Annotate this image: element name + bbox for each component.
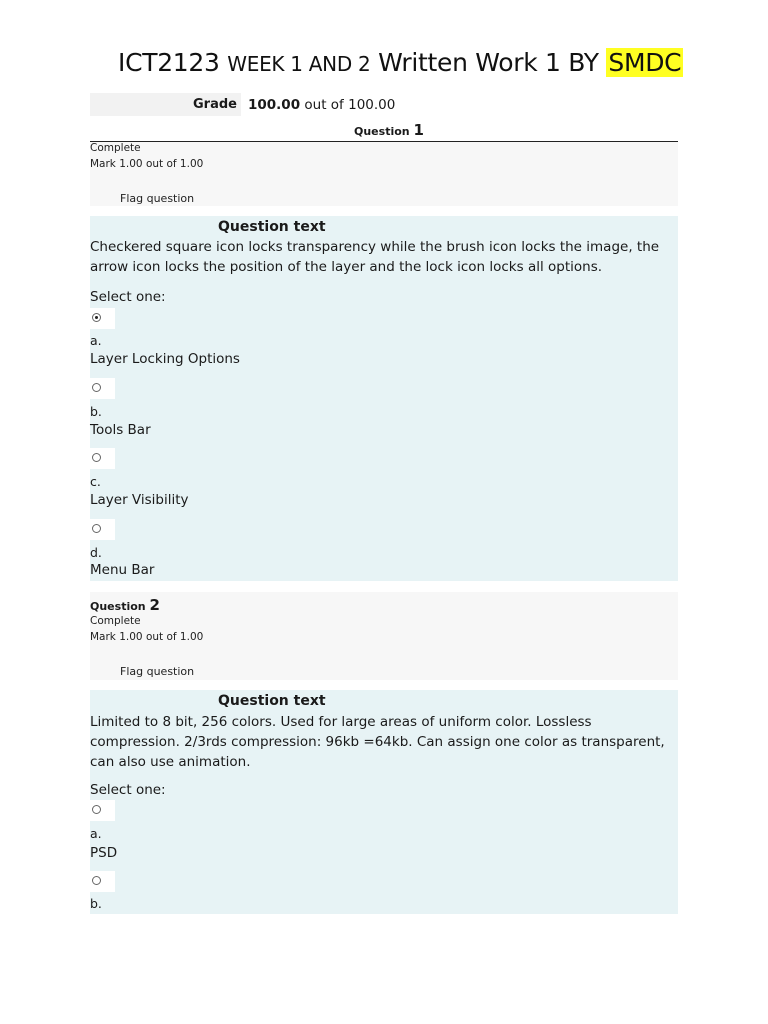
question-1-heading [354,121,424,139]
grade-label: Grade [193,97,237,112]
question-1-option-c-cell [90,448,115,469]
question-1-option-c-text[interactable]: Layer Visibility [90,492,189,508]
question-1-option-d-cell [90,519,115,540]
question-1-text: Checkered square icon locks transparency while the brush icon locks the image, the arrow icon locks the position of the layer and the lock icon locks all options. [90,239,660,275]
question-1-option-b-letter: b. [90,404,102,419]
question-1-option-c-letter: c. [90,474,101,489]
question-2-flag-link[interactable]: Flag question [120,665,195,678]
question-1-option-a-text[interactable]: Layer Locking Options [90,351,240,367]
question-2-number: 2 [149,596,160,614]
question-2-option-a-cell [90,800,115,821]
question-1-option-b-cell [90,378,115,399]
question-2-mark: Mark 1.00 out of 1.00 [90,631,204,643]
question-1-info [90,142,678,206]
question-2-status: Complete [90,615,141,627]
question-1-content [90,216,678,581]
question-2-option-b-letter: b. [90,896,102,911]
title-course-code: ICT2123 [118,48,228,77]
grade-value [248,97,395,113]
question-2-heading-label: Question [90,600,146,613]
question-2-text-heading: Question text [218,693,326,709]
question-2-option-b-radio[interactable] [92,876,101,885]
question-2-text: Limited to 8 bit, 256 colors. Used for large areas of uniform color. Lossless compression. 2/3rds compression: 96kb =64kb. Can assign one color as transparent, can also use animation. [90,714,665,770]
question-1-option-a-cell [90,308,115,329]
question-1-option-a-radio[interactable] [92,313,101,322]
question-1-option-b-radio[interactable] [92,383,101,392]
question-1-select-label: Select one: [90,289,166,305]
question-2-select-label: Select one: [90,782,166,798]
title-highlight: SMDC [608,48,682,77]
question-1-mark: Mark 1.00 out of 1.00 [90,158,204,170]
question-1-option-b-text[interactable]: Tools Bar [90,422,151,438]
question-1-option-a-letter: a. [90,333,102,348]
question-2-option-a-letter: a. [90,826,102,841]
question-1-option-d-radio[interactable] [92,524,101,533]
question-2-info [90,592,678,680]
question-2-heading [90,596,160,614]
question-2-option-b-cell [90,871,115,892]
grade-row [90,93,768,116]
title-week: WEEK 1 AND 2 [227,52,371,76]
grade-score: 100.00 [248,97,301,113]
question-1-status: Complete [90,142,141,154]
question-1-heading-label: Question [354,125,410,138]
page-title [118,48,683,77]
question-2-content [90,690,678,914]
grade-suffix: out of 100.00 [300,97,396,113]
question-1-flag-link[interactable]: Flag question [120,192,195,205]
question-1-option-d-text[interactable]: Menu Bar [90,562,155,578]
question-1-option-d-letter: d. [90,545,102,560]
title-work: Written Work 1 BY [370,48,607,77]
question-2-option-a-text[interactable]: PSD [90,845,118,861]
question-1-number: 1 [413,121,424,139]
question-1-option-c-radio[interactable] [92,453,101,462]
question-1-text-heading: Question text [218,219,326,235]
question-2-option-a-radio[interactable] [92,805,101,814]
